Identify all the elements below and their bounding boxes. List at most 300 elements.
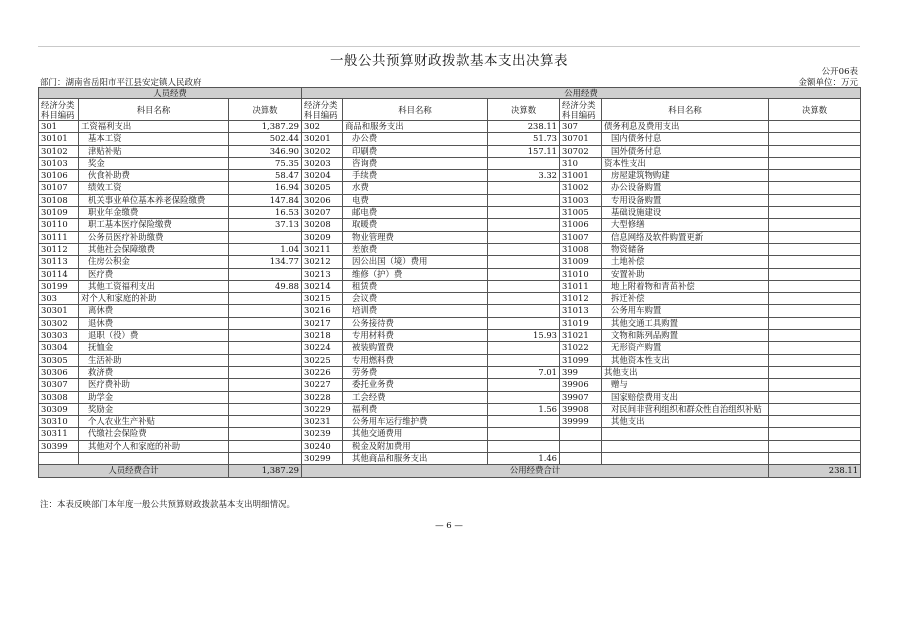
personnel-code-cell: 30108 [39,194,79,206]
personnel-amount-cell [229,416,302,428]
other-public-code-cell: 31012 [560,293,602,305]
personnel-name-cell: 医疗费补助 [79,379,229,391]
goods-services-name-cell: 委托业务费 [343,379,488,391]
goods-services-name-cell: 会议费 [343,293,488,305]
personnel-name-cell: 公务员医疗补助缴费 [79,231,229,243]
goods-services-amount-cell [488,182,560,194]
table-row [39,133,861,145]
other-public-name-cell: 其他交通工具购置 [602,317,769,329]
table-row [39,231,861,243]
table-row [39,317,861,329]
table-row [39,379,861,391]
other-public-name-cell: 国内债务付息 [602,133,769,145]
other-public-amount-cell [769,145,861,157]
goods-services-code-cell: 30239 [302,428,343,440]
other-public-amount-cell [769,391,861,403]
personnel-name-cell: 奖金 [79,157,229,169]
other-public-name-cell: 办公设备购置 [602,182,769,194]
goods-services-amount-cell [488,280,560,292]
personnel-amount-cell: 37.13 [229,219,302,231]
other-public-code-cell: 39908 [560,403,602,415]
personnel-name-cell: 伙食补助费 [79,170,229,182]
other-public-name-cell [602,428,769,440]
personnel-amount-cell: 49.88 [229,280,302,292]
goods-services-code-cell: 30205 [302,182,343,194]
other-public-name-cell: 房屋建筑物购建 [602,170,769,182]
personnel-code-cell: 30110 [39,219,79,231]
personnel-code-cell: 30310 [39,416,79,428]
goods-services-name-cell: 手续费 [343,170,488,182]
table-note: 注：本表反映部门本年度一般公共预算财政拨款基本支出明细情况。 [40,500,296,510]
other-public-name-cell: 对民间非营利组织和群众性自治组织补贴 [602,403,769,415]
table-row [39,453,861,465]
goods-services-amount-cell [488,243,560,255]
other-public-code-cell: 399 [560,366,602,378]
form-number: 公开06表 [821,67,858,77]
goods-services-name-cell: 租赁费 [343,280,488,292]
personnel-name-cell: 住房公积金 [79,256,229,268]
personnel-code-cell: 301 [39,121,79,133]
table-row [39,268,861,280]
public-total-amount: 238.11 [769,465,861,477]
personnel-amount-cell: 1,387.29 [229,121,302,133]
table-row [39,391,861,403]
goods-services-code-cell: 30224 [302,342,343,354]
other-public-code-cell: 31006 [560,219,602,231]
other-public-code-cell: 31021 [560,330,602,342]
personnel-code-cell: 30302 [39,317,79,329]
other-public-name-cell: 国外债务付息 [602,145,769,157]
other-public-code-cell: 307 [560,121,602,133]
goods-services-code-cell: 30204 [302,170,343,182]
goods-services-code-cell: 30229 [302,403,343,415]
personnel-amount-cell [229,391,302,403]
other-public-code-cell: 310 [560,157,602,169]
other-public-amount-cell [769,182,861,194]
other-public-name-cell: 无形资产购置 [602,342,769,354]
other-public-name-cell: 资本性支出 [602,157,769,169]
goods-services-amount-cell [488,268,560,280]
personnel-code-cell: 30101 [39,133,79,145]
personnel-amount-cell: 346.90 [229,145,302,157]
personnel-amount-cell [229,231,302,243]
goods-services-amount-cell: 3.32 [488,170,560,182]
goods-services-code-cell: 30213 [302,268,343,280]
goods-services-name-cell: 劳务费 [343,366,488,378]
personnel-code-cell: 30311 [39,428,79,440]
personnel-amount-cell: 16.53 [229,207,302,219]
expenditure-table [38,87,861,478]
goods-services-amount-cell: 238.11 [488,121,560,133]
goods-services-name-cell: 公务接待费 [343,317,488,329]
goods-services-amount-cell: 157.11 [488,145,560,157]
other-public-code-cell: 31010 [560,268,602,280]
other-public-code-cell: 31001 [560,170,602,182]
personnel-name-cell: 机关事业单位基本养老保险缴费 [79,194,229,206]
other-public-code-cell: 31002 [560,182,602,194]
other-public-code-cell: 31022 [560,342,602,354]
header-name-2: 科目名称 [343,99,488,121]
personnel-code-cell: 30111 [39,231,79,243]
goods-services-name-cell: 因公出国（境）费用 [343,256,488,268]
goods-services-code-cell: 30202 [302,145,343,157]
other-public-code-cell: 31009 [560,256,602,268]
other-public-amount-cell [769,293,861,305]
other-public-amount-cell [769,354,861,366]
personnel-code-cell: 303 [39,293,79,305]
header-amount-3: 决算数 [769,99,861,121]
personnel-name-cell: 医疗费 [79,268,229,280]
other-public-code-cell: 31099 [560,354,602,366]
table-row [39,428,861,440]
personnel-code-cell: 30114 [39,268,79,280]
goods-services-name-cell: 福利费 [343,403,488,415]
goods-services-name-cell: 电费 [343,194,488,206]
other-public-amount-cell [769,256,861,268]
other-public-code-cell [560,440,602,452]
personnel-code-cell: 30109 [39,207,79,219]
goods-services-amount-cell: 51.73 [488,133,560,145]
page-number: — 6 — [435,521,463,531]
personnel-name-cell: 其他工资福利支出 [79,280,229,292]
personnel-name-cell: 工资福利支出 [79,121,229,133]
personnel-code-cell: 30304 [39,342,79,354]
personnel-name-cell: 奖励金 [79,403,229,415]
goods-services-name-cell: 水费 [343,182,488,194]
other-public-amount-cell [769,305,861,317]
goods-services-amount-cell: 7.01 [488,366,560,378]
personnel-name-cell: 职业年金缴费 [79,207,229,219]
goods-services-amount-cell [488,256,560,268]
other-public-amount-cell [769,231,861,243]
table-row [39,194,861,206]
department-label: 部门：湖南省岳阳市平江县安定镇人民政府 [40,78,202,88]
personnel-amount-cell [229,403,302,415]
other-public-name-cell: 其他支出 [602,366,769,378]
other-public-code-cell: 31008 [560,243,602,255]
personnel-amount-cell [229,317,302,329]
table-row [39,121,861,133]
amount-unit-label: 金额单位：万元 [798,78,858,88]
personnel-name-cell: 代缴社会保险费 [79,428,229,440]
personnel-amount-cell: 147.84 [229,194,302,206]
goods-services-amount-cell [488,428,560,440]
goods-services-code-cell: 30211 [302,243,343,255]
other-public-code-cell: 39999 [560,416,602,428]
other-public-amount-cell [769,379,861,391]
table-row [39,207,861,219]
other-public-name-cell: 赠与 [602,379,769,391]
personnel-amount-cell [229,366,302,378]
other-public-code-cell: 39907 [560,391,602,403]
goods-services-code-cell: 30209 [302,231,343,243]
personnel-amount-cell [229,305,302,317]
personnel-name-cell: 绩效工资 [79,182,229,194]
table-row [39,416,861,428]
personnel-code-cell: 30305 [39,354,79,366]
personnel-name-cell: 退休费 [79,317,229,329]
goods-services-name-cell: 维修（护）费 [343,268,488,280]
table-row [39,342,861,354]
top-rule [38,46,860,47]
table-row [39,243,861,255]
other-public-code-cell: 30702 [560,145,602,157]
other-public-amount-cell [769,194,861,206]
goods-services-amount-cell [488,219,560,231]
other-public-name-cell: 物资储备 [602,243,769,255]
other-public-amount-cell [769,330,861,342]
other-public-amount-cell [769,317,861,329]
goods-services-name-cell: 其他商品和服务支出 [343,453,488,465]
personnel-code-cell: 30309 [39,403,79,415]
column-header-row [39,99,861,121]
goods-services-amount-cell [488,379,560,391]
goods-services-amount-cell [488,416,560,428]
goods-services-code-cell: 30201 [302,133,343,145]
goods-services-name-cell: 商品和服务支出 [343,121,488,133]
other-public-amount-cell [769,416,861,428]
goods-services-name-cell: 被装购置费 [343,342,488,354]
other-public-code-cell [560,428,602,440]
personnel-code-cell: 30113 [39,256,79,268]
personnel-name-cell: 其他对个人和家庭的补助 [79,440,229,452]
other-public-name-cell: 其他支出 [602,416,769,428]
other-public-code-cell: 30701 [560,133,602,145]
table-row [39,305,861,317]
goods-services-amount-cell [488,391,560,403]
goods-services-amount-cell [488,440,560,452]
other-public-name-cell: 国家赔偿费用支出 [602,391,769,403]
goods-services-name-cell: 税金及附加费用 [343,440,488,452]
table-row [39,145,861,157]
goods-services-code-cell: 30226 [302,366,343,378]
other-public-name-cell: 其他资本性支出 [602,354,769,366]
other-public-amount-cell [769,157,861,169]
other-public-amount-cell [769,170,861,182]
personnel-name-cell: 离休费 [79,305,229,317]
public-total-label: 公用经费合计 [302,465,769,477]
goods-services-code-cell: 30214 [302,280,343,292]
goods-services-name-cell: 差旅费 [343,243,488,255]
table-row [39,354,861,366]
table-row [39,157,861,169]
goods-services-amount-cell [488,305,560,317]
table-row [39,330,861,342]
personnel-code-cell: 30303 [39,330,79,342]
personnel-amount-cell [229,293,302,305]
other-public-name-cell: 土地补偿 [602,256,769,268]
personnel-name-cell: 其他社会保障缴费 [79,243,229,255]
other-public-code-cell [560,453,602,465]
other-public-amount-cell [769,121,861,133]
goods-services-name-cell: 取暖费 [343,219,488,231]
goods-services-code-cell: 30208 [302,219,343,231]
personnel-name-cell: 对个人和家庭的补助 [79,293,229,305]
table-row [39,403,861,415]
other-public-amount-cell [769,366,861,378]
table-row [39,293,861,305]
goods-services-amount-cell [488,157,560,169]
table-body [39,88,861,478]
personnel-amount-cell: 58.47 [229,170,302,182]
other-public-code-cell: 39906 [560,379,602,391]
goods-services-amount-cell [488,231,560,243]
other-public-name-cell: 专用设备购置 [602,194,769,206]
goods-services-code-cell: 30225 [302,354,343,366]
personnel-name-cell: 退职（役）费 [79,330,229,342]
personnel-code-cell: 30199 [39,280,79,292]
other-public-code-cell: 31011 [560,280,602,292]
other-public-amount-cell [769,207,861,219]
personnel-amount-cell [229,268,302,280]
personnel-code-cell: 30307 [39,379,79,391]
goods-services-code-cell: 30299 [302,453,343,465]
personnel-name-cell: 救济费 [79,366,229,378]
goods-services-name-cell: 咨询费 [343,157,488,169]
table-row [39,256,861,268]
personnel-name-cell [79,453,229,465]
other-public-code-cell: 31013 [560,305,602,317]
personnel-total-label: 人员经费合计 [39,465,229,477]
goods-services-name-cell: 物业管理费 [343,231,488,243]
page-title: 一般公共预算财政拨款基本支出决算表 [330,53,568,69]
header-code-2: 经济分类科目编码 [302,99,343,121]
goods-services-code-cell: 30216 [302,305,343,317]
other-public-name-cell: 安置补助 [602,268,769,280]
goods-services-code-cell: 30207 [302,207,343,219]
goods-services-code-cell: 302 [302,121,343,133]
other-public-amount-cell [769,453,861,465]
personnel-name-cell: 个人农业生产补贴 [79,416,229,428]
personnel-code-cell [39,453,79,465]
table-row [39,366,861,378]
header-name-1: 科目名称 [79,99,229,121]
goods-services-name-cell: 公务用车运行维护费 [343,416,488,428]
other-public-name-cell [602,440,769,452]
goods-services-name-cell: 培训费 [343,305,488,317]
goods-services-name-cell: 印刷费 [343,145,488,157]
header-amount-1: 决算数 [229,99,302,121]
personnel-amount-cell [229,440,302,452]
personnel-name-cell: 津贴补贴 [79,145,229,157]
other-public-name-cell: 大型修缮 [602,219,769,231]
personnel-name-cell: 职工基本医疗保险缴费 [79,219,229,231]
other-public-amount-cell [769,342,861,354]
goods-services-code-cell: 30215 [302,293,343,305]
personnel-amount-cell [229,453,302,465]
section-header-row [39,88,861,99]
other-public-amount-cell [769,219,861,231]
goods-services-amount-cell [488,317,560,329]
table-row [39,170,861,182]
section-public: 公用经费 [302,88,861,99]
other-public-code-cell: 31003 [560,194,602,206]
goods-services-amount-cell [488,354,560,366]
personnel-code-cell: 30112 [39,243,79,255]
other-public-amount-cell [769,268,861,280]
personnel-amount-cell [229,379,302,391]
personnel-amount-cell [229,342,302,354]
goods-services-name-cell: 邮电费 [343,207,488,219]
goods-services-amount-cell: 1.46 [488,453,560,465]
personnel-name-cell: 助学金 [79,391,229,403]
personnel-amount-cell [229,354,302,366]
other-public-amount-cell [769,133,861,145]
personnel-name-cell: 生活补助 [79,354,229,366]
personnel-code-cell: 30308 [39,391,79,403]
goods-services-amount-cell: 1.56 [488,403,560,415]
goods-services-amount-cell [488,293,560,305]
goods-services-code-cell: 30206 [302,194,343,206]
other-public-name-cell: 地上附着物和青苗补偿 [602,280,769,292]
other-public-name-cell: 公务用车购置 [602,305,769,317]
other-public-amount-cell [769,428,861,440]
header-code-3: 经济分类科目编码 [560,99,602,121]
other-public-name-cell: 债务利息及费用支出 [602,121,769,133]
personnel-amount-cell: 1.04 [229,243,302,255]
other-public-name-cell [602,453,769,465]
goods-services-amount-cell: 15.93 [488,330,560,342]
personnel-amount-cell: 16.94 [229,182,302,194]
totals-row [39,465,861,477]
personnel-amount-cell [229,330,302,342]
table-row [39,440,861,452]
personnel-name-cell: 抚恤金 [79,342,229,354]
goods-services-amount-cell [488,194,560,206]
personnel-code-cell: 30106 [39,170,79,182]
goods-services-name-cell: 办公费 [343,133,488,145]
other-public-amount-cell [769,243,861,255]
other-public-name-cell: 信息网络及软件购置更新 [602,231,769,243]
personnel-amount-cell: 502.44 [229,133,302,145]
other-public-code-cell: 31005 [560,207,602,219]
other-public-name-cell: 文物和陈列品购置 [602,330,769,342]
goods-services-code-cell: 30240 [302,440,343,452]
section-personnel: 人员经费 [39,88,302,99]
goods-services-name-cell: 专用材料费 [343,330,488,342]
personnel-code-cell: 30306 [39,366,79,378]
goods-services-code-cell: 30203 [302,157,343,169]
other-public-name-cell: 基础设施建设 [602,207,769,219]
personnel-code-cell: 30102 [39,145,79,157]
other-public-amount-cell [769,280,861,292]
goods-services-code-cell: 30227 [302,379,343,391]
table-row [39,280,861,292]
other-public-amount-cell [769,440,861,452]
personnel-code-cell: 30301 [39,305,79,317]
header-name-3: 科目名称 [602,99,769,121]
personnel-amount-cell: 75.35 [229,157,302,169]
table-row [39,219,861,231]
other-public-amount-cell [769,403,861,415]
goods-services-amount-cell [488,342,560,354]
goods-services-amount-cell [488,207,560,219]
goods-services-code-cell: 30231 [302,416,343,428]
personnel-amount-cell [229,428,302,440]
personnel-code-cell: 30399 [39,440,79,452]
goods-services-name-cell: 其他交通费用 [343,428,488,440]
table-row [39,182,861,194]
goods-services-code-cell: 30217 [302,317,343,329]
header-code-1: 经济分类科目编码 [39,99,79,121]
goods-services-code-cell: 30212 [302,256,343,268]
personnel-code-cell: 30103 [39,157,79,169]
personnel-amount-cell: 134.77 [229,256,302,268]
header-amount-2: 决算数 [488,99,560,121]
personnel-total-amount: 1,387.29 [229,465,302,477]
goods-services-code-cell: 30218 [302,330,343,342]
other-public-code-cell: 31007 [560,231,602,243]
